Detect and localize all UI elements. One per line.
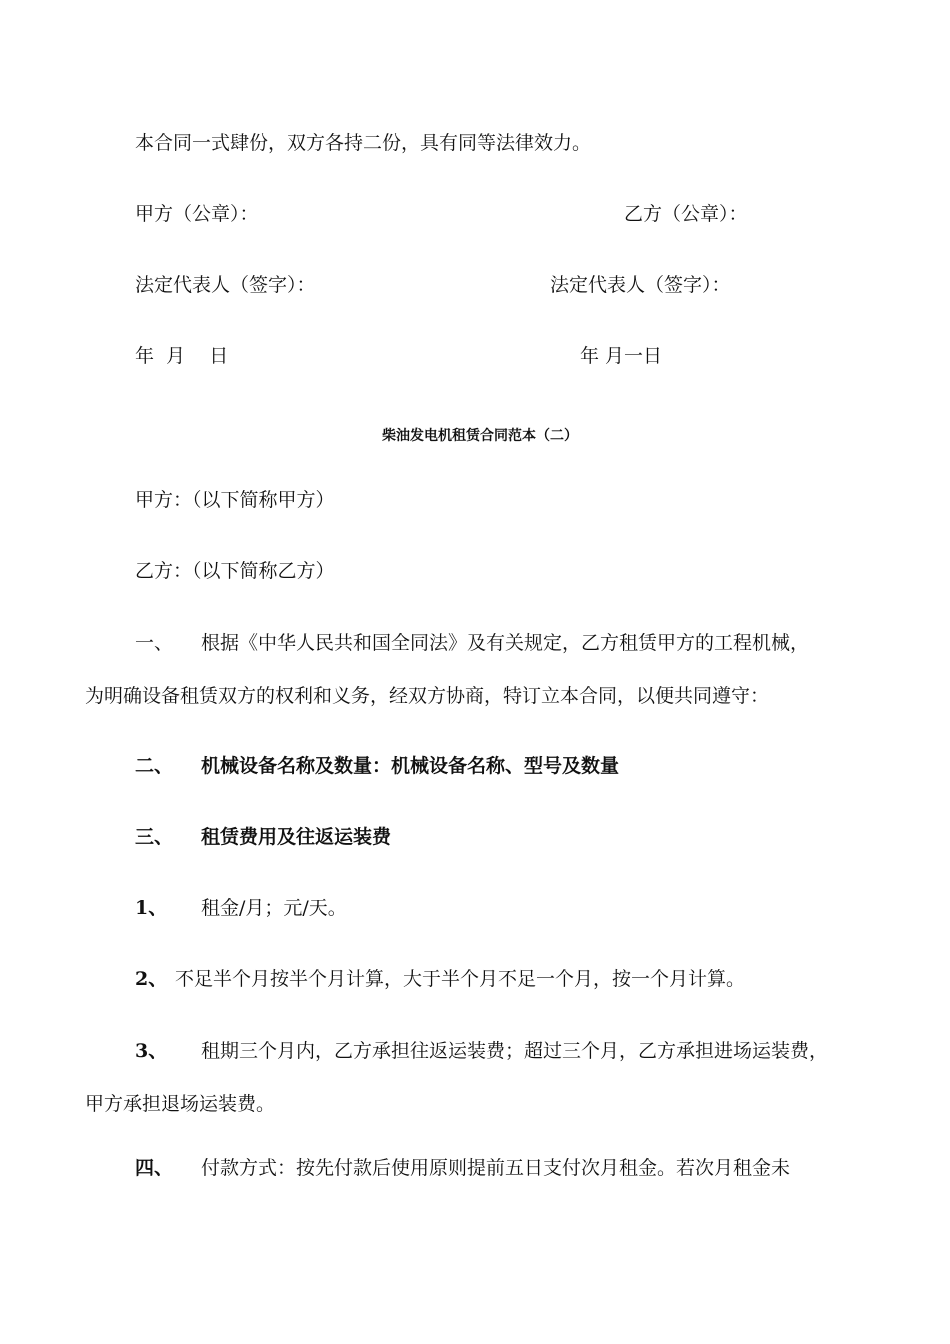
item-3-text: 租期三个月内，乙方承担往返运装费；超过三个月，乙方承担进场运装费， [201, 1040, 829, 1062]
party-a-date-label: 年 月 日 [135, 345, 229, 367]
party-b-date-label: 年 月一日 [580, 345, 663, 367]
item-3 [135, 1038, 828, 1064]
item-1-number: 1、 [135, 897, 168, 919]
clause-1-number: 一、 [135, 632, 174, 654]
item-2-text: 不足半个月按半个月计算，大于半个月不足一个月，按一个月计算。 [175, 968, 746, 990]
party-a-representative-label: 法定代表人（签字）： [135, 274, 316, 296]
party-b-seal-label: 乙方（公章）： [624, 203, 748, 225]
party-a-line: 甲方：（以下简称甲方） [135, 489, 335, 511]
item-1-text: 租金/月；元/天。 [201, 897, 347, 919]
clause-2 [135, 753, 619, 779]
clause-3 [135, 824, 391, 850]
item-1 [135, 895, 347, 921]
clause-1-continuation: 为明确设备租赁双方的权利和义务，经双方协商，特订立本合同，以便共同遵守： [85, 685, 770, 707]
party-b-line: 乙方：（以下简称乙方） [135, 560, 335, 582]
clause-1-text: 根据《中华人民共和国全同法》及有关规定，乙方租赁甲方的工程机械， [201, 632, 810, 654]
clause-4 [135, 1155, 790, 1181]
clause-4-number: 四、 [135, 1157, 174, 1179]
contract-title: 柴油发电机租赁合同范本（二） [382, 428, 578, 444]
clause-4-text: 付款方式：按先付款后使用原则提前五日支付次月租金。若次月租金未 [201, 1157, 791, 1179]
item-2 [135, 966, 745, 992]
clause-1 [135, 630, 809, 656]
copies-clause: 本合同一式肆份，双方各持二份，具有同等法律效力。 [135, 132, 592, 154]
clause-2-text: 机械设备名称及数量：机械设备名称、型号及数量 [201, 755, 620, 777]
clause-3-text: 租赁费用及往返运装费 [201, 826, 392, 848]
party-b-representative-label: 法定代表人（签字）： [550, 274, 731, 296]
item-3-continuation: 甲方承担退场运装费。 [85, 1093, 276, 1115]
party-a-seal-label: 甲方（公章）： [135, 203, 259, 225]
clause-3-number: 三、 [135, 826, 174, 848]
item-2-number: 2、 [135, 968, 168, 990]
clause-2-number: 二、 [135, 755, 174, 777]
item-3-number: 3、 [135, 1040, 168, 1062]
